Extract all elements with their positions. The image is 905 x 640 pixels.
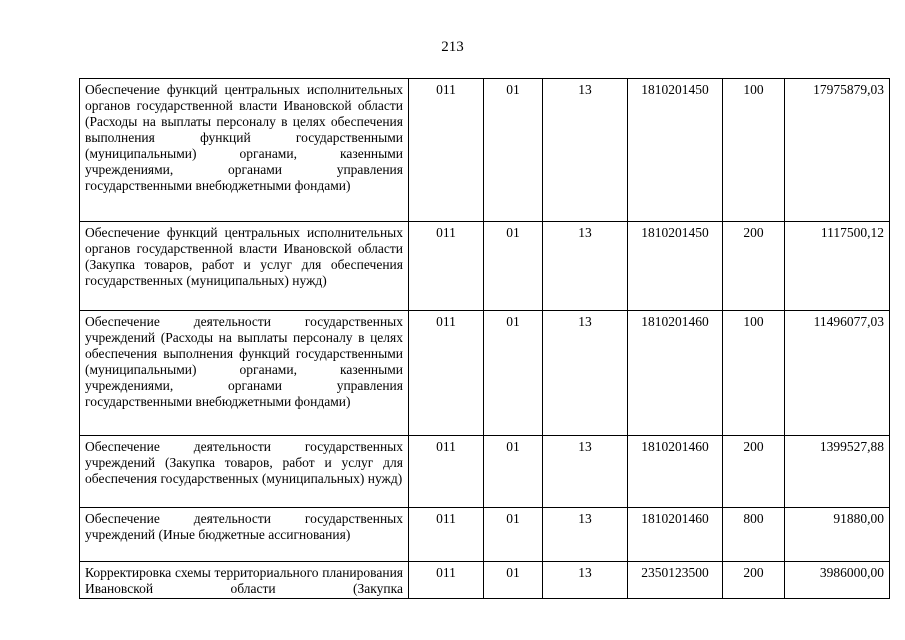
row-description: Обеспечение деятельности государственных учреждений (Закупка товаров, работ и услуг для обеспечения государственных (муниципальных) нужд) (80, 436, 409, 508)
amount: 1399527,88 (785, 436, 890, 508)
subsection-code: 13 (543, 311, 628, 436)
section-code: 01 (484, 79, 543, 222)
amount: 11496077,03 (785, 311, 890, 436)
amount: 17975879,03 (785, 79, 890, 222)
expense-type-code: 100 (723, 79, 785, 222)
row-description: Обеспечение деятельности государственных учреждений (Иные бюджетные ассигнования) (80, 508, 409, 562)
ministry-code: 011 (409, 436, 484, 508)
row-description: Обеспечение функций центральных исполнительных органов государственной власти Ивановской области (Расходы на выплаты персоналу в целях обеспечения выполнения функций государственными (муниципальными) органами, казенными учреждениями, органами управления государственными внебюджетными фондами) (80, 79, 409, 222)
ministry-code: 011 (409, 508, 484, 562)
row-description: Обеспечение деятельности государственных учреждений (Расходы на выплаты персоналу в целях обеспечения выполнения функций государственными (муниципальными) органами, казенными учреждениями, органами управления государственными внебюджетными фондами) (80, 311, 409, 436)
table-row (80, 562, 890, 599)
ministry-code: 011 (409, 79, 484, 222)
section-code: 01 (484, 562, 543, 599)
subsection-code: 13 (543, 222, 628, 311)
amount: 1117500,12 (785, 222, 890, 311)
subsection-code: 13 (543, 436, 628, 508)
section-code: 01 (484, 508, 543, 562)
expense-type-code: 100 (723, 311, 785, 436)
ministry-code: 011 (409, 562, 484, 599)
table-row (80, 508, 890, 562)
page-number: 213 (441, 39, 464, 55)
section-code: 01 (484, 311, 543, 436)
target-article-code: 1810201450 (628, 79, 723, 222)
target-article-code: 1810201460 (628, 508, 723, 562)
subsection-code: 13 (543, 562, 628, 599)
budget-table (79, 78, 890, 599)
section-code: 01 (484, 436, 543, 508)
target-article-code: 1810201460 (628, 311, 723, 436)
table-row (80, 436, 890, 508)
target-article-code: 1810201460 (628, 436, 723, 508)
expense-type-code: 200 (723, 436, 785, 508)
table-row (80, 311, 890, 436)
target-article-code: 2350123500 (628, 562, 723, 599)
row-description: Корректировка схемы территориального планирования Ивановской области (Закупка (80, 562, 409, 599)
section-code: 01 (484, 222, 543, 311)
expense-type-code: 200 (723, 562, 785, 599)
row-description: Обеспечение функций центральных исполнительных органов государственной власти Ивановской области (Закупка товаров, работ и услуг для обеспечения государственных (муниципальных) нужд) (80, 222, 409, 311)
table-row (80, 79, 890, 222)
amount: 91880,00 (785, 508, 890, 562)
subsection-code: 13 (543, 79, 628, 222)
subsection-code: 13 (543, 508, 628, 562)
table-row (80, 222, 890, 311)
target-article-code: 1810201450 (628, 222, 723, 311)
ministry-code: 011 (409, 222, 484, 311)
ministry-code: 011 (409, 311, 484, 436)
expense-type-code: 200 (723, 222, 785, 311)
amount: 3986000,00 (785, 562, 890, 599)
expense-type-code: 800 (723, 508, 785, 562)
